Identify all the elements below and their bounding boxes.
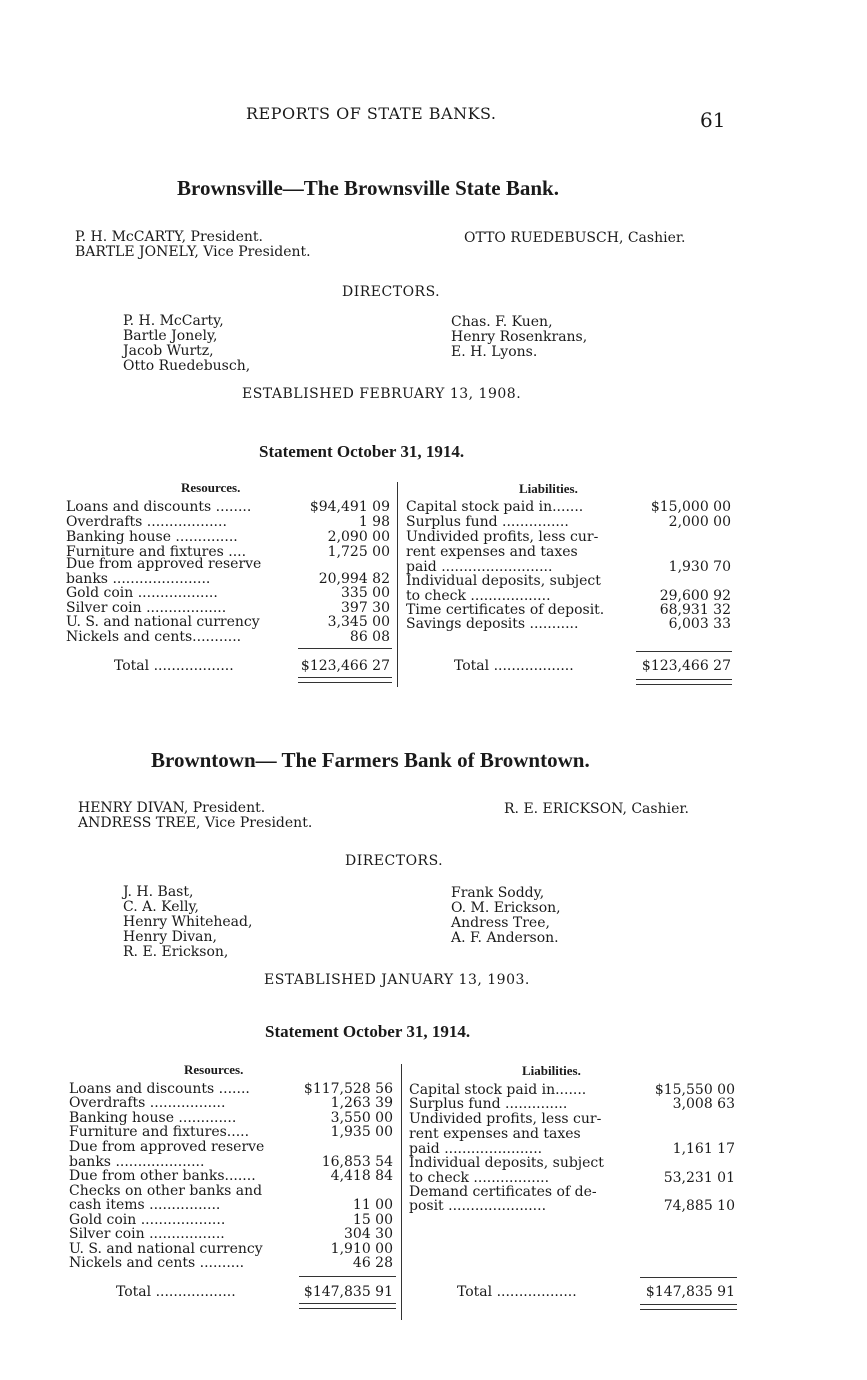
resource-label: Loans and discounts ....... bbox=[69, 1081, 250, 1097]
resource-label: Due from approved reserve bbox=[66, 556, 262, 572]
liability-amount: 6,003 33 bbox=[668, 616, 731, 632]
liability-label: Capital stock paid in....... bbox=[409, 1082, 587, 1098]
resource-amount: 1 98 bbox=[358, 514, 390, 530]
officer-line: P. H. McCARTY, President. bbox=[75, 229, 263, 245]
liability-label: Demand certificates of de- bbox=[409, 1184, 597, 1200]
total-rule bbox=[640, 1277, 737, 1278]
total-label: Total .................. bbox=[116, 1284, 236, 1300]
resource-amount: $117,528 56 bbox=[303, 1081, 393, 1097]
officer-line: OTTO RUEDEBUSCH, Cashier. bbox=[464, 230, 686, 246]
total-rule bbox=[298, 648, 392, 649]
resource-amount: 16,853 54 bbox=[321, 1154, 393, 1170]
resource-amount: 397 30 bbox=[341, 600, 390, 616]
resource-label: banks .................... bbox=[69, 1154, 205, 1170]
director-name: Bartle Jonely, bbox=[123, 328, 218, 344]
officers-left bbox=[75, 230, 311, 260]
liability-amount: $15,000 00 bbox=[650, 499, 731, 515]
liability-label: Capital stock paid in....... bbox=[406, 499, 584, 515]
liability-amount: 74,885 10 bbox=[663, 1198, 735, 1214]
total-rule bbox=[299, 1276, 396, 1277]
resources-heading: Resources. bbox=[184, 1062, 244, 1077]
double-rule bbox=[298, 677, 392, 683]
liability-amount: 68,931 32 bbox=[659, 602, 731, 618]
liability-amount: 53,231 01 bbox=[663, 1170, 735, 1186]
resource-amount: 86 08 bbox=[349, 629, 390, 645]
director-name: Otto Ruedebusch, bbox=[123, 358, 251, 374]
resource-label: Banking house ............. bbox=[69, 1110, 237, 1126]
liability-amount: $15,550 00 bbox=[654, 1082, 735, 1098]
bank-title: Brownsville—The Brownsville State Bank. bbox=[177, 176, 559, 200]
resource-label: Nickels and cents .......... bbox=[69, 1255, 245, 1271]
resource-label: Furniture and fixtures .... bbox=[66, 544, 247, 560]
liability-label: to check .................. bbox=[406, 588, 551, 604]
statement-heading: Statement October 31, 1914. bbox=[265, 1022, 471, 1041]
liability-label: Time certificates of deposit. bbox=[406, 602, 605, 618]
liability-amount: 1,161 17 bbox=[672, 1141, 735, 1157]
resource-amount: 20,994 82 bbox=[318, 571, 390, 587]
liability-label: Individual deposits, subject bbox=[406, 573, 601, 589]
officer-line: HENRY DIVAN, President. bbox=[78, 800, 266, 816]
director-name: Andress Tree, bbox=[451, 915, 550, 931]
total-liabilities: $123,466 27 bbox=[641, 658, 731, 674]
resource-amount: 1,263 39 bbox=[330, 1095, 393, 1111]
director-name: P. H. McCarty, bbox=[123, 313, 224, 329]
directors-label: DIRECTORS. bbox=[342, 284, 441, 300]
total-resources: $123,466 27 bbox=[300, 658, 390, 674]
resource-label: Overdrafts ................. bbox=[69, 1095, 226, 1111]
directors-right bbox=[451, 315, 587, 360]
total-label: Total .................. bbox=[457, 1284, 577, 1300]
resource-label: Furniture and fixtures..... bbox=[69, 1124, 250, 1140]
total-resources: $147,835 91 bbox=[303, 1284, 393, 1300]
resource-label: U. S. and national currency bbox=[66, 614, 260, 630]
liability-label: paid ...................... bbox=[409, 1141, 543, 1157]
officers-right bbox=[464, 231, 685, 246]
resource-amount: 1,725 00 bbox=[327, 544, 390, 560]
liability-label: rent expenses and taxes bbox=[409, 1126, 581, 1142]
established-date: ESTABLISHED JANUARY 13, 1903. bbox=[264, 972, 530, 988]
resource-amount: 2,090 00 bbox=[327, 529, 390, 545]
double-rule bbox=[640, 1304, 737, 1310]
page-number: 61 bbox=[700, 108, 726, 132]
column-divider bbox=[397, 482, 398, 687]
director-name: J. H. Bast, bbox=[123, 884, 194, 900]
liability-label: to check ................. bbox=[409, 1170, 550, 1186]
directors-right bbox=[451, 886, 561, 946]
director-name: C. A. Kelly, bbox=[123, 899, 199, 915]
liability-label: Undivided profits, less cur- bbox=[406, 529, 599, 545]
director-name: Henry Divan, bbox=[123, 929, 217, 945]
resource-label: Due from approved reserve bbox=[69, 1139, 265, 1155]
resource-label: Loans and discounts ........ bbox=[66, 499, 252, 515]
resource-label: banks ...................... bbox=[66, 571, 211, 587]
liability-label: Surplus fund .............. bbox=[409, 1096, 568, 1112]
resource-label: U. S. and national currency bbox=[69, 1241, 263, 1257]
resources-heading: Resources. bbox=[181, 480, 241, 495]
bank-title: Browntown— The Farmers Bank of Browntown. bbox=[151, 748, 590, 772]
liability-label: Savings deposits ........... bbox=[406, 616, 579, 632]
liability-amount: 29,600 92 bbox=[659, 588, 731, 604]
resource-label: Overdrafts .................. bbox=[66, 514, 227, 530]
resource-label: Checks on other banks and bbox=[69, 1183, 263, 1199]
established-date: ESTABLISHED FEBRUARY 13, 1908. bbox=[242, 386, 522, 402]
officer-line: BARTLE JONELY, Vice President. bbox=[75, 244, 311, 260]
officer-line: R. E. ERICKSON, Cashier. bbox=[504, 801, 689, 817]
resource-label: cash items ................ bbox=[69, 1197, 221, 1213]
liability-label: posit ...................... bbox=[409, 1198, 547, 1214]
director-name: Chas. F. Kuen, bbox=[451, 314, 553, 330]
liability-label: paid ......................... bbox=[406, 559, 553, 575]
liability-label: Undivided profits, less cur- bbox=[409, 1111, 602, 1127]
liabilities-heading: Liabilities. bbox=[519, 481, 578, 496]
resource-amount: 3,550 00 bbox=[330, 1110, 393, 1126]
liability-label: rent expenses and taxes bbox=[406, 544, 578, 560]
directors-left bbox=[123, 314, 250, 374]
director-name: O. M. Erickson, bbox=[451, 900, 561, 916]
total-label: Total .................. bbox=[114, 658, 234, 674]
director-name: E. H. Lyons. bbox=[451, 344, 538, 360]
officers-right bbox=[504, 802, 689, 817]
resource-label: Silver coin .................. bbox=[66, 600, 227, 616]
running-head: REPORTS OF STATE BANKS. bbox=[246, 104, 497, 123]
resource-amount: 304 30 bbox=[344, 1226, 393, 1242]
director-name: Henry Rosenkrans, bbox=[451, 329, 588, 345]
resource-amount: 335 00 bbox=[341, 585, 390, 601]
column-divider bbox=[401, 1064, 402, 1320]
resource-amount: 4,418 84 bbox=[330, 1168, 393, 1184]
director-name: A. F. Anderson. bbox=[451, 930, 559, 946]
resource-amount: $94,491 09 bbox=[309, 499, 390, 515]
director-name: Frank Soddy, bbox=[451, 885, 545, 901]
liability-label: Individual deposits, subject bbox=[409, 1155, 604, 1171]
resource-label: Silver coin ................. bbox=[69, 1226, 225, 1242]
double-rule bbox=[299, 1303, 396, 1309]
directors-label: DIRECTORS. bbox=[345, 853, 444, 869]
total-liabilities: $147,835 91 bbox=[645, 1284, 735, 1300]
directors-left bbox=[123, 885, 252, 960]
statement-heading: Statement October 31, 1914. bbox=[259, 442, 465, 461]
resource-amount: 1,910 00 bbox=[330, 1241, 393, 1257]
director-name: Henry Whitehead, bbox=[123, 914, 253, 930]
resource-amount: 15 00 bbox=[352, 1212, 393, 1228]
resource-amount: 46 28 bbox=[352, 1255, 393, 1271]
liability-amount: 1,930 70 bbox=[668, 559, 731, 575]
resource-label: Due from other banks....... bbox=[69, 1168, 256, 1184]
resource-label: Nickels and cents........... bbox=[66, 629, 242, 645]
director-name: Jacob Wurtz, bbox=[123, 343, 214, 359]
total-label: Total .................. bbox=[454, 658, 574, 674]
officers-left bbox=[78, 801, 312, 831]
resource-label: Gold coin .................. bbox=[66, 585, 218, 601]
officer-line: ANDRESS TREE, Vice President. bbox=[78, 815, 313, 831]
resource-amount: 3,345 00 bbox=[327, 614, 390, 630]
resource-amount: 11 00 bbox=[352, 1197, 393, 1213]
resource-label: Banking house .............. bbox=[66, 529, 238, 545]
director-name: R. E. Erickson, bbox=[123, 944, 229, 960]
liabilities-heading: Liabilities. bbox=[522, 1063, 581, 1078]
liability-amount: 3,008 63 bbox=[672, 1096, 735, 1112]
liability-label: Surplus fund ............... bbox=[406, 514, 569, 530]
total-rule bbox=[636, 651, 732, 652]
resource-label: Gold coin ................... bbox=[69, 1212, 226, 1228]
double-rule bbox=[636, 679, 732, 685]
resource-amount: 1,935 00 bbox=[330, 1124, 393, 1140]
liability-amount: 2,000 00 bbox=[668, 514, 731, 530]
